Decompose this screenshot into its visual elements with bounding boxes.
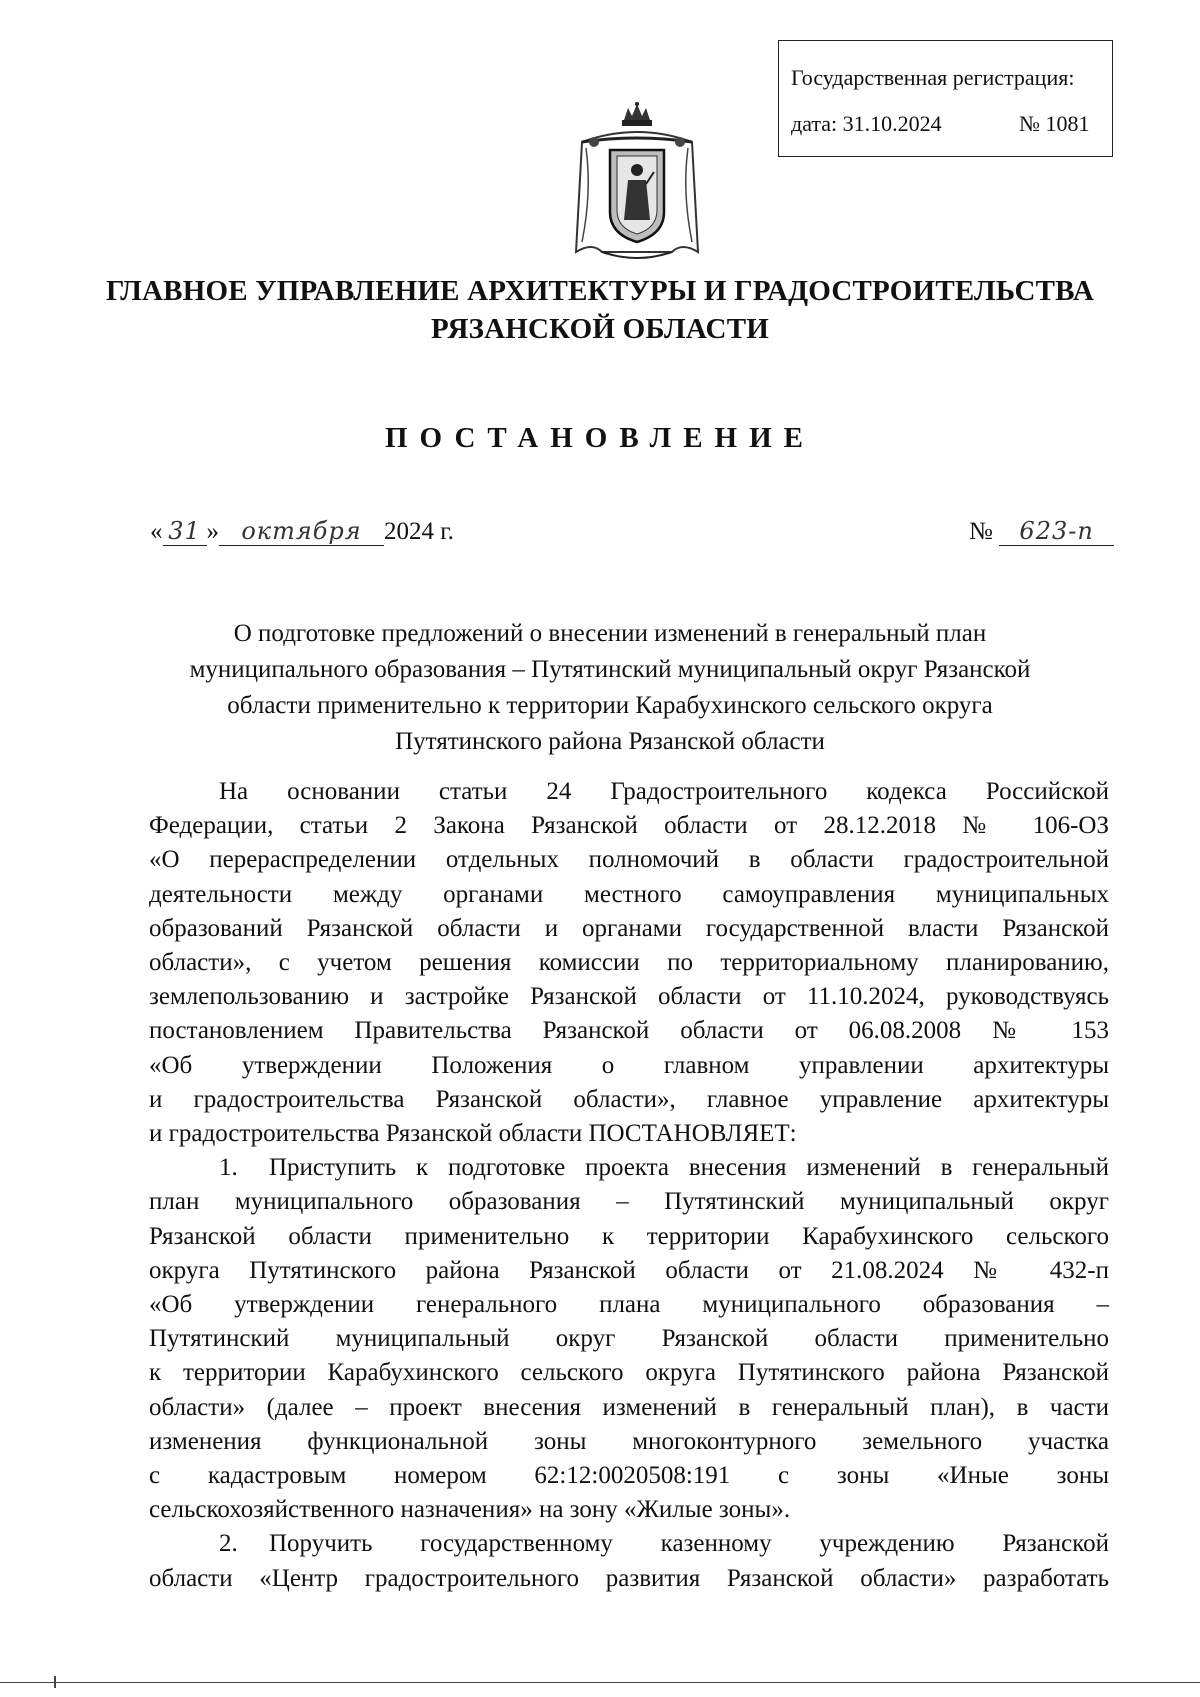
preamble-line: деятельности между органами местного самоуправления муниципальных <box>149 880 1109 908</box>
item-1-first-line <box>149 1151 1109 1185</box>
date-open-quote: « <box>150 518 163 545</box>
item-1-line: сельскохозяйственного назначения» на зону «Жилые зоны». <box>149 1496 791 1524</box>
subject-line: О подготовке предложений о внесении изменений в генеральный план <box>233 620 987 647</box>
item-1-line: с кадастровым номером 62:12:0020508:191 с зоны «Иные зоны <box>149 1462 1109 1490</box>
preamble-line: постановлением Правительства Рязанской области от 06.08.2008 № 153 <box>149 1017 1109 1045</box>
item-number: 2. <box>219 1530 238 1558</box>
preamble-line: «Об утверждении Положения о главном управлении архитектуры <box>149 1051 1109 1079</box>
item-1-line: области» (далее – проект внесения изменений в генеральный план), в части <box>149 1393 1109 1421</box>
item-number: 1. <box>219 1154 238 1182</box>
item-1-line: к территории Карабухинского сельского округа Путятинского района Рязанской <box>149 1359 1109 1387</box>
number-label: № <box>969 518 993 545</box>
handwritten-month: октября <box>219 517 384 546</box>
subject-line: муниципального образования – Путятинский муниципальный округ Рязанской <box>189 656 1031 683</box>
page-bottom-tick <box>54 1676 56 1688</box>
item-1-line: Рязанской области применительно к территории Карабухинского сельского <box>149 1222 1109 1250</box>
registration-stamp <box>778 40 1113 157</box>
document-type-title: ПОСТАНОВЛЕНИЕ <box>384 422 815 454</box>
preamble-line: землепользованию и застройке Рязанской области от 11.10.2024, руководствуясь <box>149 983 1109 1011</box>
date-close-quote: » <box>206 518 219 545</box>
item-1-line: округа Путятинского района Рязанской области от 21.08.2024 № 432-п <box>149 1256 1109 1284</box>
document-subject <box>130 616 1090 760</box>
document-body <box>149 775 1109 1596</box>
subject-line: Путятинского района Рязанской области <box>395 728 825 755</box>
registration-date: дата: 31.10.2024 <box>791 111 942 136</box>
handwritten-number: 623-п <box>999 517 1114 546</box>
preamble-line: области», с учетом решения комиссии по территориальному планированию, <box>149 949 1109 977</box>
item-2-first-line <box>149 1527 1109 1561</box>
item-1-line: Путятинский муниципальный округ Рязанской области применительно <box>149 1325 1109 1353</box>
preamble-line: «О перераспределении отдельных полномочий в области градостроительной <box>149 846 1109 874</box>
registration-number: № 1081 <box>1019 111 1090 136</box>
item-text: Поручить государственному казенному учреждению Рязанской <box>269 1530 1109 1558</box>
subject-line: области применительно к территории Карабухинского сельского округа <box>227 692 993 719</box>
preamble-line: и градостроительства Рязанской области», главное управление архитектуры <box>149 1085 1109 1113</box>
item-1-line: изменения функциональной зоны многоконтурного земельного участка <box>149 1427 1109 1455</box>
preamble-line: Федерации, статьи 2 Закона Рязанской области от 28.12.2018 № 106-ОЗ <box>149 812 1109 840</box>
document-date <box>150 517 454 546</box>
page-bottom-rule <box>0 1682 1200 1683</box>
registration-title: Государственная регистрация: <box>791 65 1075 90</box>
item-1-line: план муниципального образования – Путятинский муниципальный округ <box>149 1188 1109 1216</box>
authority-name-line1: ГЛАВНОЕ УПРАВЛЕНИЕ АРХИТЕКТУРЫ И ГРАДОСТРОИТЕЛЬСТВА <box>105 275 1095 307</box>
preamble-line: и градостроительства Рязанской области ПОСТАНОВЛЯЕТ: <box>149 1120 797 1148</box>
item-text: Приступить к подготовке проекта внесения изменений в генеральный <box>269 1154 1109 1182</box>
document-number <box>969 517 1114 546</box>
coat-of-arms-icon <box>572 102 702 267</box>
item-1-line: «Об утверждении генерального плана муниципального образования – <box>149 1291 1109 1319</box>
preamble-line: На основании статьи 24 Градостроительного кодекса Российской <box>219 778 1109 805</box>
authority-name-line2: РЯЗАНСКОЙ ОБЛАСТИ <box>431 313 769 345</box>
preamble-line: образований Рязанской области и органами государственной власти Рязанской <box>149 914 1109 942</box>
handwritten-day: 31 <box>163 517 207 546</box>
item-2-line: области «Центр градостроительного развития Рязанской области» разработать <box>149 1564 1109 1592</box>
date-year: 2024 г. <box>384 518 454 545</box>
